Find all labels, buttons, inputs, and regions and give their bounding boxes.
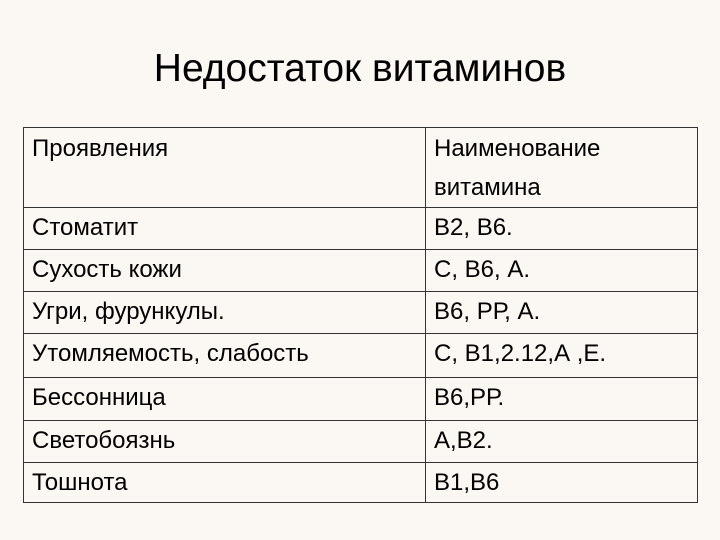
symptom-cell: Бессонница xyxy=(24,378,426,421)
vitamins-cell: В6, РР, А. xyxy=(426,292,698,334)
table-row xyxy=(24,292,698,334)
header-vitamins-label-line1: Наименование xyxy=(434,135,601,162)
header-vitamins-label-line2: витамина xyxy=(434,174,541,201)
header-cell-symptoms xyxy=(24,128,426,208)
symptom-cell: Тошнота xyxy=(24,463,426,503)
table-row xyxy=(24,463,698,503)
vitamin-deficiency-table xyxy=(23,127,698,503)
table-row xyxy=(24,378,698,421)
symptom-cell: Утомляемость, слабость xyxy=(24,334,426,378)
slide-title: Недостаток витаминов xyxy=(153,47,567,90)
vitamins-cell: В2, В6. xyxy=(426,208,698,250)
vitamins-cell: В1,В6 xyxy=(426,463,698,503)
header-symptoms-label: Проявления xyxy=(32,135,169,162)
symptom-cell: Стоматит xyxy=(24,208,426,250)
vitamins-cell: С, В6, А. xyxy=(426,250,698,292)
table-row xyxy=(24,334,698,378)
symptom-cell: Сухость кожи xyxy=(24,250,426,292)
table-header-row xyxy=(24,128,698,208)
symptom-cell: Светобоязнь xyxy=(24,421,426,463)
symptom-cell: Угри, фурункулы. xyxy=(24,292,426,334)
table-row xyxy=(24,250,698,292)
table-row xyxy=(24,421,698,463)
vitamins-cell: С, В1,2.12,А ,Е. xyxy=(426,334,698,378)
vitamins-cell: В6,РР. xyxy=(426,378,698,421)
vitamins-cell: А,В2. xyxy=(426,421,698,463)
header-cell-vitamins xyxy=(426,128,698,208)
table-row xyxy=(24,208,698,250)
